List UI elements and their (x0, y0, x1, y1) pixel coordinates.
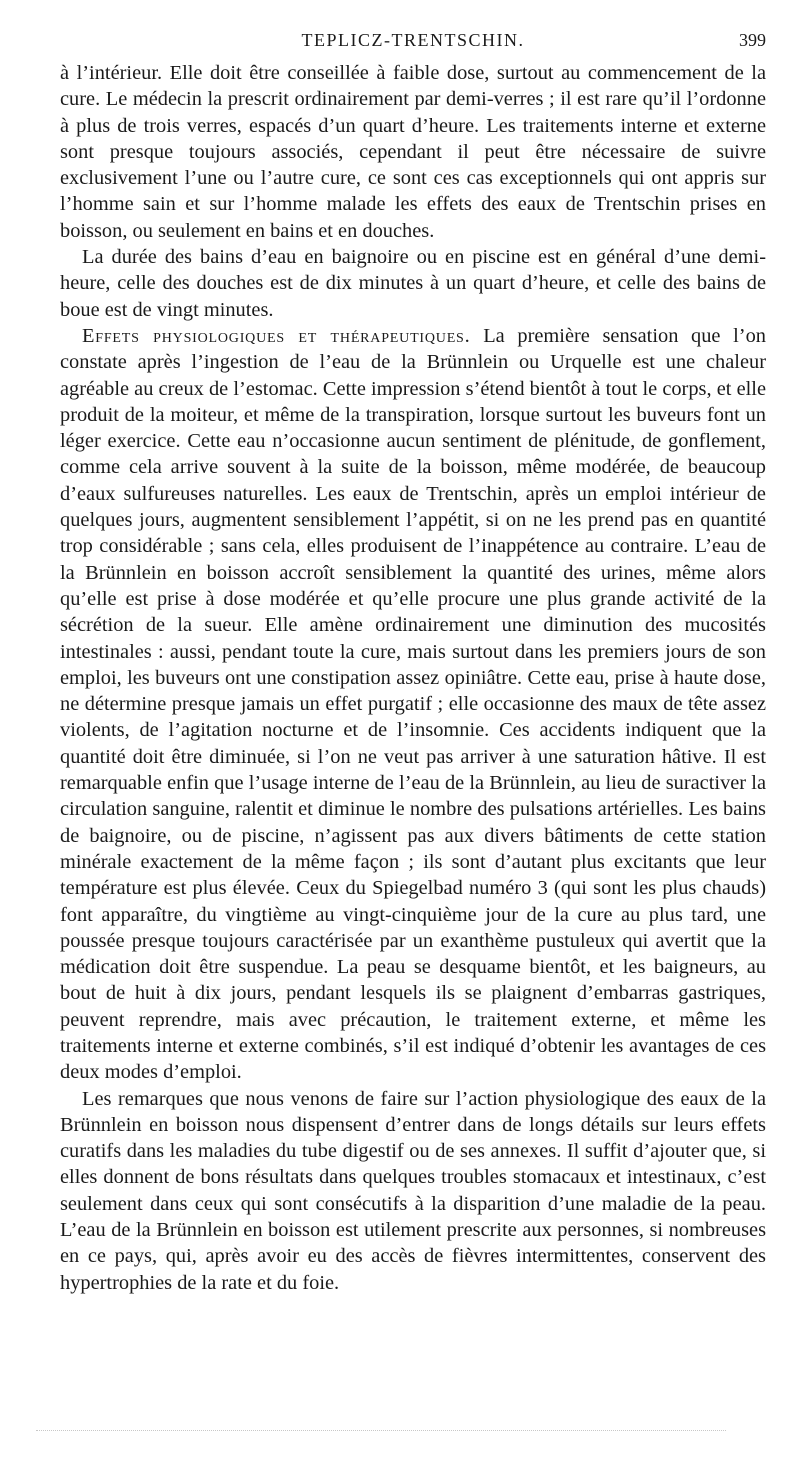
book-page (60, 30, 766, 1296)
paragraph-duration: La durée des bains d’eau en baignoire ou en piscine est en général d’une demi-heure, celle des douches est de dix minutes à un quart d’heure, et celle des bains de boue est de vingt minutes. (60, 246, 766, 321)
paragraph-physiological-effects (60, 323, 766, 1086)
bottom-dotted-rule (36, 1430, 726, 1435)
running-title: TEPLICZ-TRENTSCHIN. (301, 30, 525, 50)
running-header (60, 30, 766, 60)
page-number: 399 (739, 30, 766, 50)
paragraph-curative-remarks: Les remarques que nous venons de faire sur l’action physiologique des eaux de la Brünnlein en boisson nous dispensent d’entrer dans de longs détails sur leurs effets curatifs dans les maladies du tube digestif ou de ses annexes. Il suffit d’ajouter que, si elles donnent de bons résultats dans quelques troubles stomacaux et intestinaux, c’est seulement dans ceux qui sont consécutifs à la disparition d’une maladie de la peau. L’eau de la Brünnlein en boisson est utilement prescrite aux personnes, si nombreuses en ce pays, qui, après avoir eu des accès de fièvres intermittentes, conservent des hypertrophies de la rate et du foie. (60, 1087, 766, 1294)
section-heading: Effets physiologiques et thérapeutiques. (82, 324, 471, 347)
paragraph-continuation: à l’intérieur. Elle doit être conseillée à faible dose, surtout au commencement de la cure. Le médecin la prescrit ordinairement par demi-verres ; il est rare qu’il l’ordonne à plus de trois verres, espacés d’un quart d’heure. Les traitements interne et externe sont presque toujours associés, cependant il peut être nécessaire de suivre exclusivement l’une ou l’autre cure, ce sont ces cas exceptionnels qui ont appris sur l’homme sain et sur l’homme malade les effets des eaux de Trentschin prises en boisson, ou seulement en bains et en douches. (60, 62, 766, 242)
section-body: La première sensation que l’on constate après l’ingestion de l’eau de la Brünnlein ou Urquelle est une chaleur agréable au creux de l’estomac. Cette impression s’étend bientôt à tout le corps, et elle produit de la moiteur, et même de la transpiration, lorsque surtout les buveurs font un léger exercice. Cette eau n’occasionne aucun sentiment de plénitude, de gonflement, comme cela arrive souvent à la suite de la boisson, même modérée, de beaucoup d’eaux sulfureuses naturelles. Les eaux de Trentschin, après un emploi intérieur de quelques jours, augmentent sensiblement l’appétit, si on ne les prend pas en quantité trop considérable ; sans cela, elles produisent de l’inappétence au contraire. L’eau de la Brünnlein en boisson accroît sensiblement la quantité des urines, même alors qu’elle est prise à dose modérée et qu’elle procure une plus grande activité de la sécrétion de la sueur. Elle amène ordinairement une diminution des mucosités intestinales : aussi, pendant toute la cure, mais surtout dans les premiers jours de son emploi, les buveurs ont une constipation assez opiniâtre. Cette eau, prise à haute dose, ne détermine presque jamais un effet purgatif ; elle occasionne des maux de tête assez violents, de l’agitation nocturne et de l’insomnie. Ces accidents indiquent que la quantité doit être diminuée, si l’on ne veut pas arriver à une saturation hâtive. Il est remarquable enfin que l’usage interne de l’eau de la Brünnlein, au lieu de suractiver la circulation sanguine, ralentit et diminue le nombre des pulsations artérielles. Les bains de baignoire, ou de piscine, n’agissent pas aux divers bâtiments de cette station minérale exactement de la même façon ; ils sont d’autant plus excitants que leur température est plus élevée. Ceux du Spiegelbad numéro 3 (qui sont les plus chauds) font apparaître, du vingtième au vingt-cinquième jour de la cure au plus tard, une poussée presque toujours caractérisée par un exanthème pustuleux qui avertit que la médication doit être suspendue. La peau se desquame bientôt, et les baigneurs, au bout de huit à dix jours, pendant lesquels ils se plaignent d’embarras gastriques, peuvent reprendre, mais avec précaution, le traitement externe, et même les traitements interne et externe combinés, s’il est indiqué d’obtenir les avantages de ces deux modes d’emploi. (60, 324, 766, 1084)
